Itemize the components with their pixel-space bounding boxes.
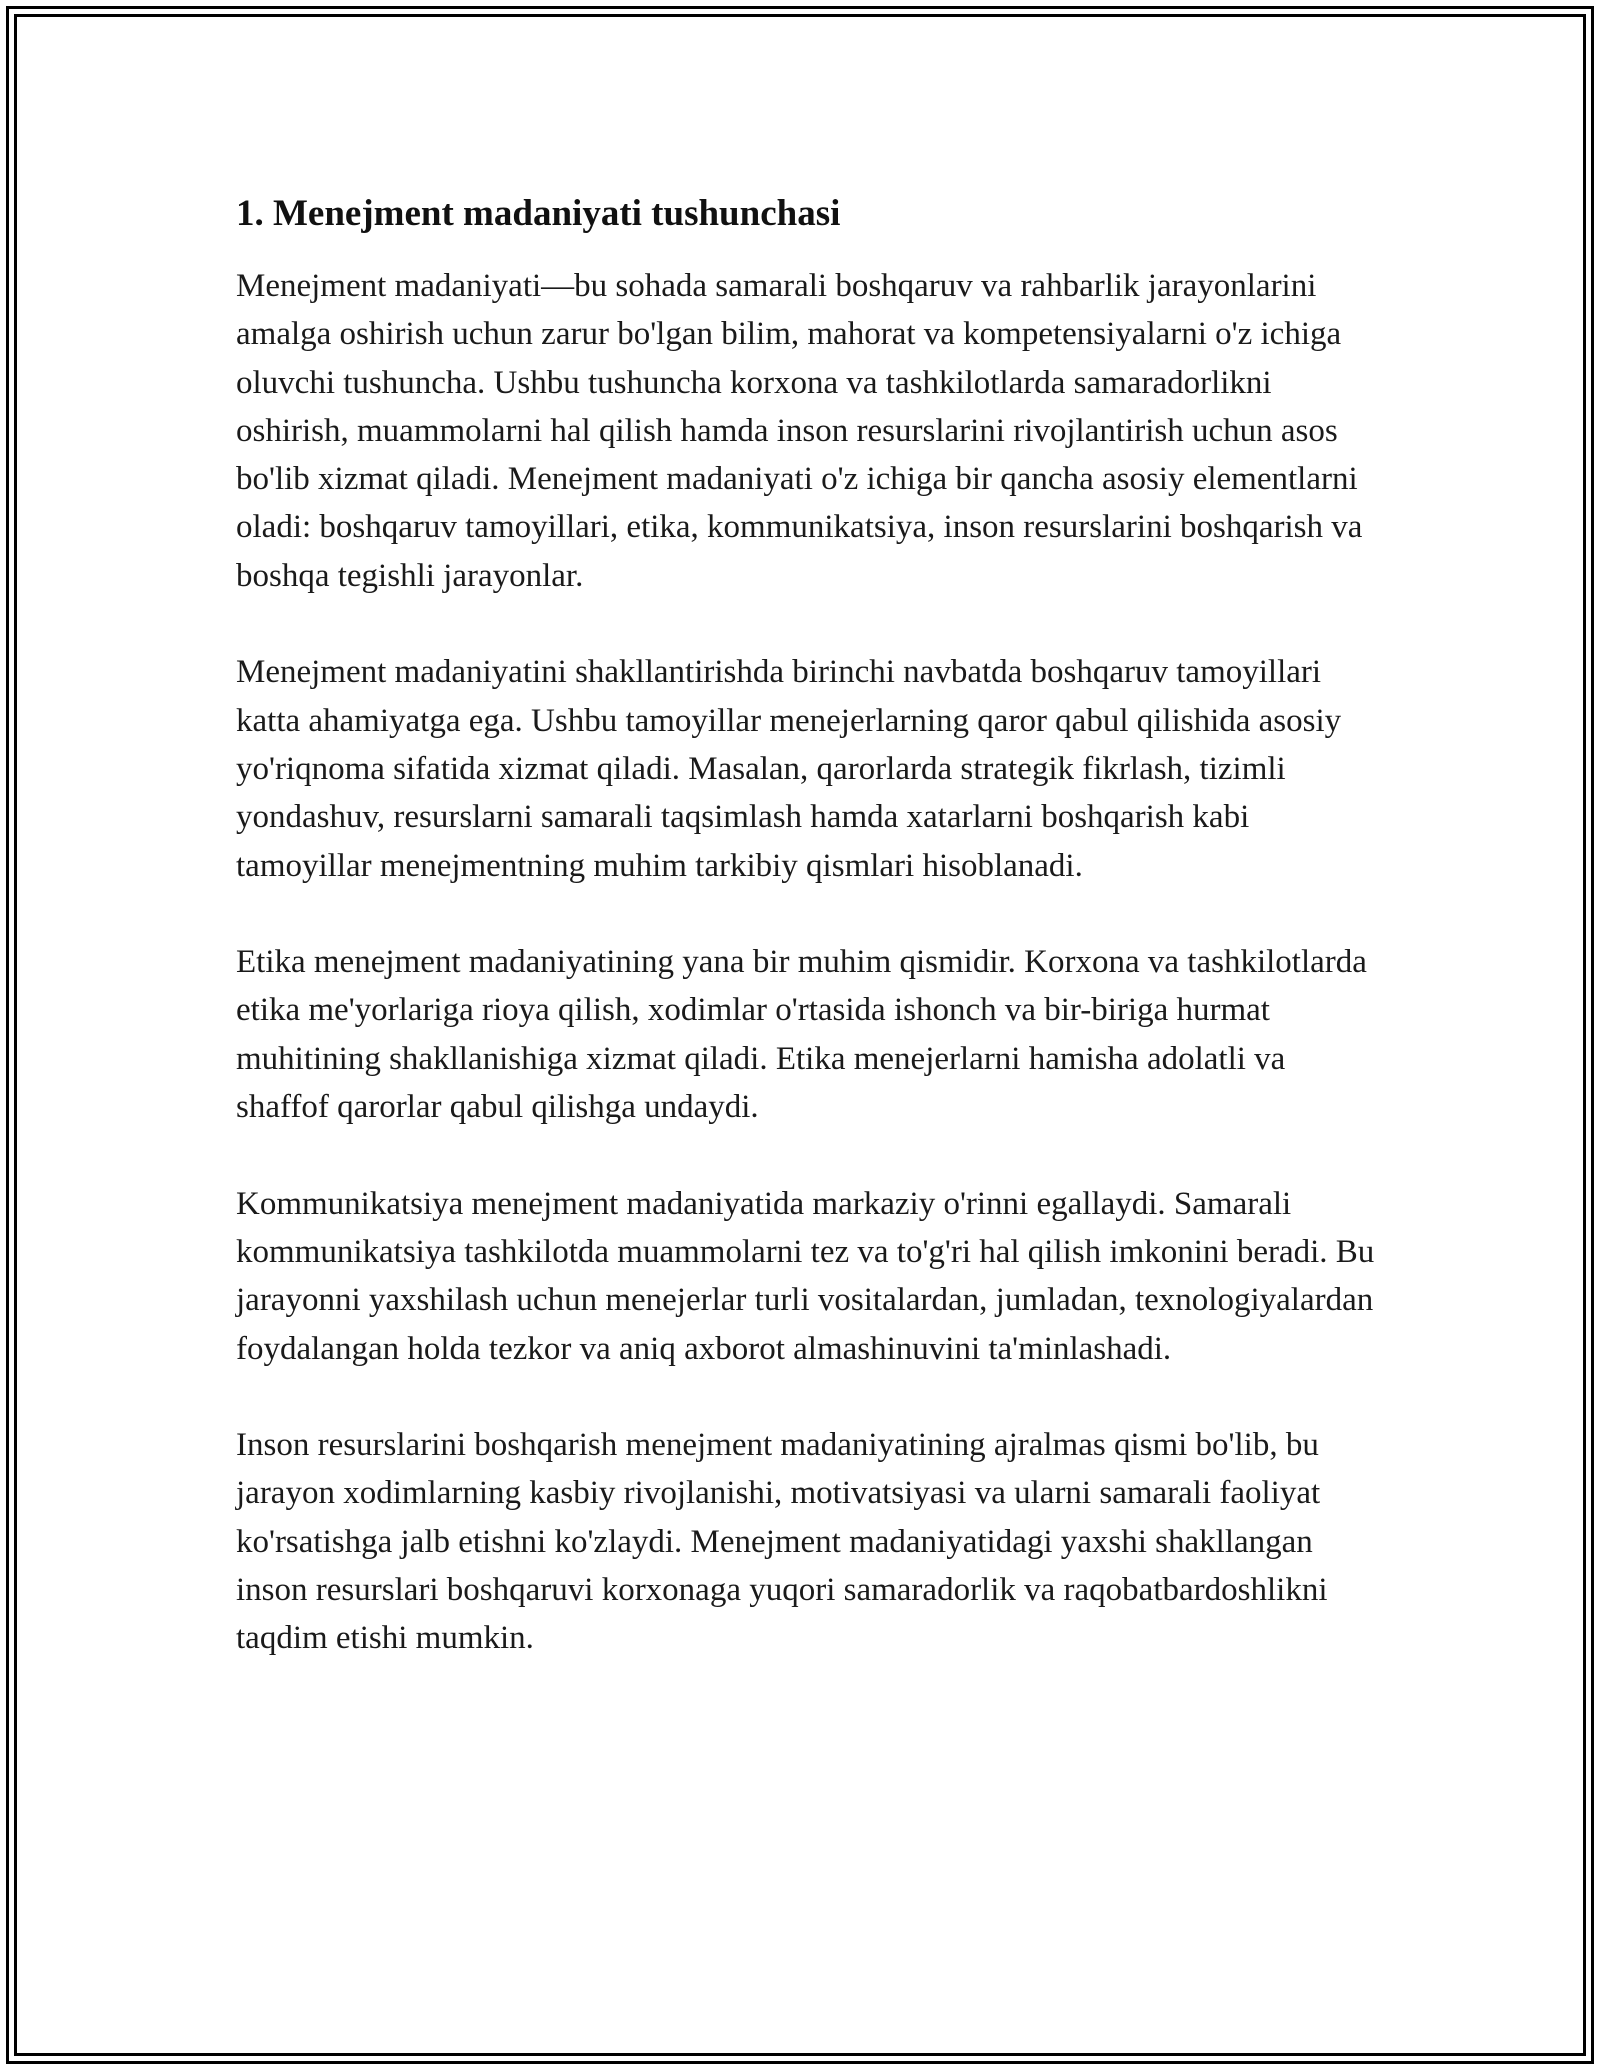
paragraph-ethics: Etika menejment madaniyatining yana bir muhim qismidir. Korxona va tashkilotlarda etika me'yorlariga rioya qilish, xodimlar o'rtasida ishonch va bir-biriga hurmat muhitining shakllanishiga xizmat qiladi. Etika menejerlarni hamisha adolatli va shaffof qarorlar qabul qilishga undaydi. <box>236 944 1367 1126</box>
document-body <box>236 186 1376 1663</box>
paragraph-communication: Kommunikatsiya menejment madaniyatida markaziy o'rinni egallaydi. Samarali kommunikatsiya tashkilotda muammolarni tez va to'g'ri hal qilish imkonini beradi. Bu jarayonni yaxshilash uchun menejerlar turli vositalardan, jumladan, texnologiyalardan foydalangan holda tezkor va aniq axborot almashinuvini ta'minlashadi. <box>236 1185 1375 1367</box>
paragraph-definition: Menejment madaniyati—bu sohada samarali boshqaruv va rahbarlik jarayonlarini amalga oshirish uchun zarur bo'lgan bilim, mahorat va kompetensiyalarni o'z ichiga oluvchi tushuncha. Ushbu tushuncha korxona va tashkilotlarda samaradorlikni oshirish, muammolarni hal qilish hamda inson resurslarini rivojlantirish uchun asos bo'lib xizmat qiladi. Menejment madaniyati o'z ichiga bir qancha asosiy elementlarni oladi: boshqaruv tamoyillari, etika, kommunikatsiya, inson resurslarini boshqarish va boshqa tegishli jarayonlar. <box>236 268 1363 594</box>
section-heading: 1. Menejment madaniyati tushunchasi <box>236 193 841 234</box>
paragraph-principles: Menejment madaniyatini shakllantirishda birinchi navbatda boshqaruv tamoyillari katta ahamiyatga ega. Ushbu tamoyillar menejerlarning qaror qabul qilishida asosiy yo'riqnoma sifatida xizmat qiladi. Masalan, qarorlarda strategik fikrlash, tizimli yondashuv, resurslarni samarali taqsimlash hamda xatarlarni boshqarish kabi tamoyillar menejmentning muhim tarkibiy qismlari hisoblanadi. <box>236 654 1342 884</box>
paragraph-human-resources: Inson resurslarini boshqarish menejment madaniyatining ajralmas qismi bo'lib, bu jarayon xodimlarning kasbiy rivojlanishi, motivatsiyasi va ularni samarali faoliyat ko'rsatishga jalb etishni ko'zlaydi. Menejment madaniyatidagi yaxshi shakllangan inson resurslari boshqaruvi korxonaga yuqori samaradorlik va raqobatbardoshlikni taqdim etishi mumkin. <box>236 1427 1328 1657</box>
